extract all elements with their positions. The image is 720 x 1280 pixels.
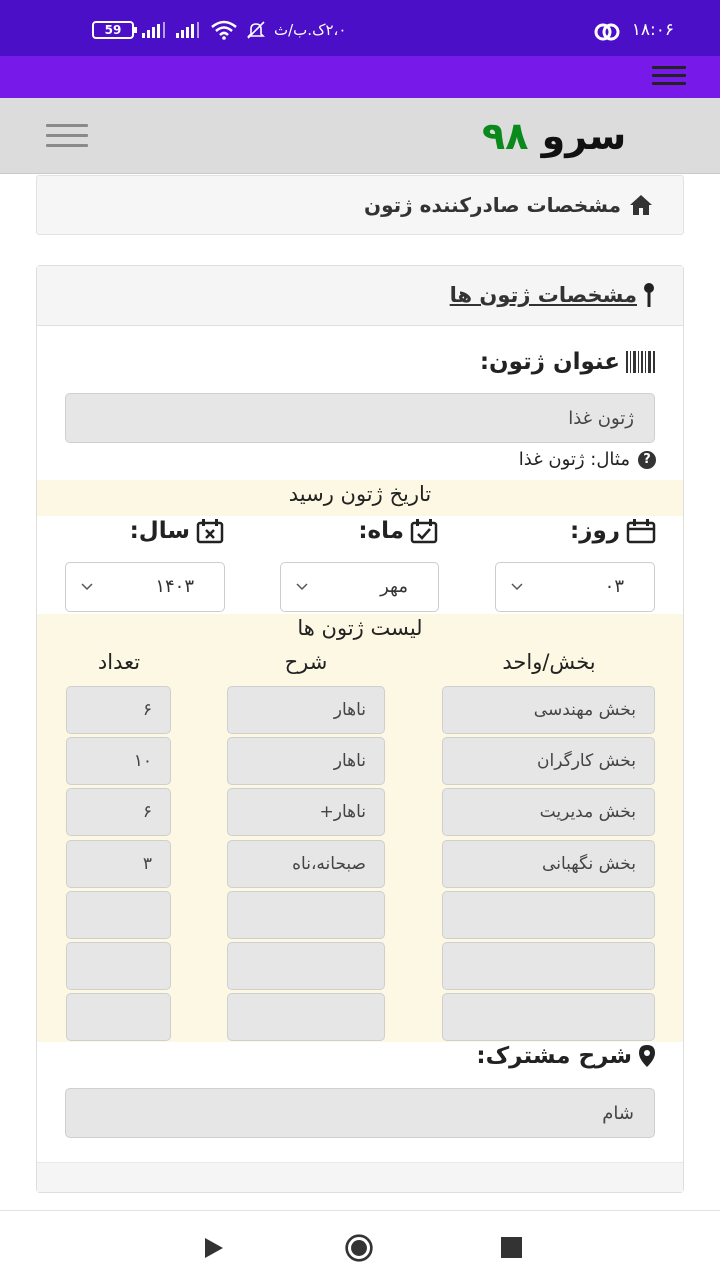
status-left	[92, 20, 346, 40]
wifi-icon	[210, 20, 238, 40]
column-header-description: شرح	[284, 650, 328, 674]
signal-icon	[142, 22, 168, 38]
battery-icon: 59	[92, 21, 134, 39]
unit-cell[interactable]	[442, 737, 655, 785]
count-cell[interactable]	[66, 942, 171, 990]
unit-cell[interactable]	[442, 788, 655, 836]
month-label	[358, 518, 438, 544]
map-marker-icon	[638, 1044, 656, 1068]
sync-icon	[593, 22, 621, 42]
count-cell-value: ۶	[142, 802, 152, 822]
description-cell[interactable]	[227, 686, 385, 734]
unit-cell[interactable]	[442, 891, 655, 939]
date-section	[37, 480, 683, 516]
home-icon	[629, 194, 653, 216]
column-header-unit: بخش/واحد	[502, 650, 596, 674]
column-header-count: تعداد	[97, 650, 141, 674]
unit-cell[interactable]	[442, 942, 655, 990]
brand-number: ۹۸	[482, 114, 529, 158]
count-cell[interactable]	[66, 840, 171, 888]
description-cell-value: ناهار	[333, 751, 366, 771]
help-icon: ?	[638, 451, 656, 469]
shared-description-label	[476, 1043, 656, 1069]
description-cell[interactable]	[227, 840, 385, 888]
day-label-text: روز:	[570, 518, 620, 544]
pin-icon	[643, 282, 655, 308]
description-cell[interactable]	[227, 737, 385, 785]
description-cell[interactable]	[227, 993, 385, 1041]
home-circle-icon[interactable]	[344, 1233, 374, 1263]
unit-cell-value: بخش نگهبانی	[542, 854, 636, 874]
breadcrumb-label: مشخصات صادرکننده ژتون	[364, 193, 621, 217]
count-cell[interactable]	[66, 737, 171, 785]
menu-icon[interactable]	[652, 66, 686, 88]
hamburger-menu-icon[interactable]	[46, 124, 88, 148]
unit-cell-value: بخش مهندسی	[533, 700, 636, 720]
shared-description-value: شام	[602, 1102, 634, 1124]
coupon-title-hint	[519, 449, 656, 470]
chevron-down-icon	[295, 579, 309, 593]
coupon-title-label	[480, 349, 656, 375]
calendar-times-icon	[196, 518, 224, 544]
back-icon[interactable]	[198, 1233, 228, 1263]
unit-cell-value: بخش کارگران	[537, 751, 636, 771]
chevron-down-icon	[510, 579, 524, 593]
description-cell-value: ناهار+	[319, 802, 366, 822]
panel-title[interactable]: مشخصات ژتون ها	[449, 283, 637, 307]
count-cell[interactable]	[66, 788, 171, 836]
description-cell[interactable]	[227, 942, 385, 990]
coupon-title-text: عنوان ژتون:	[479, 349, 620, 375]
description-cell[interactable]	[227, 788, 385, 836]
panel-footer	[37, 1162, 683, 1192]
count-cell[interactable]	[66, 891, 171, 939]
shared-description-input[interactable]	[65, 1088, 655, 1138]
count-cell-value: ۳	[142, 854, 152, 874]
date-section-title: تاریخ ژتون رسید	[288, 482, 432, 506]
count-cell[interactable]	[66, 686, 171, 734]
coupon-list-title: لیست ژتون ها	[297, 616, 423, 640]
description-cell[interactable]	[227, 891, 385, 939]
unit-cell[interactable]	[442, 993, 655, 1041]
month-label-text: ماه:	[358, 518, 404, 544]
panel-header	[37, 266, 683, 326]
month-select[interactable]	[280, 562, 439, 612]
coupon-title-input[interactable]	[65, 393, 655, 443]
app-header	[0, 98, 720, 174]
calendar-icon	[626, 518, 656, 544]
day-select-value: ۰۳	[604, 576, 624, 597]
hint-text: مثال: ژتون غذا	[518, 449, 630, 470]
calendar-check-icon	[410, 518, 438, 544]
day-select[interactable]	[495, 562, 655, 612]
description-cell-value: ناهار	[333, 700, 366, 720]
clock: ۱۸:۰۶	[631, 20, 674, 40]
data-speed-text: ۲،۰ک.ب/ث	[274, 21, 347, 39]
unit-cell[interactable]	[442, 686, 655, 734]
breadcrumb	[36, 175, 684, 235]
recents-icon[interactable]	[497, 1233, 527, 1263]
count-cell[interactable]	[66, 993, 171, 1041]
barcode-icon	[626, 351, 656, 373]
year-select-value: ۱۴۰۳	[155, 576, 194, 597]
brand-word: سرو	[541, 114, 627, 158]
coupon-title-value: ژتون غذا	[568, 407, 634, 429]
top-nav	[0, 56, 720, 98]
day-label	[570, 518, 656, 544]
count-cell-value: ۱۰	[133, 751, 152, 771]
month-select-value: مهر	[380, 576, 408, 597]
brand-logo[interactable]	[482, 114, 626, 158]
description-cell-value: صبحانه،ناه	[292, 854, 366, 874]
status-bar	[0, 0, 720, 56]
year-select[interactable]	[65, 562, 225, 612]
signal-icon	[176, 22, 202, 38]
unit-cell[interactable]	[442, 840, 655, 888]
shared-description-text: شرح مشترک:	[476, 1043, 632, 1069]
chevron-down-icon	[80, 579, 94, 593]
count-cell-value: ۶	[142, 700, 152, 720]
unit-cell-value: بخش مدیریت	[539, 802, 636, 822]
android-nav-bar	[0, 1210, 720, 1280]
year-label	[130, 518, 224, 544]
year-label-text: سال:	[129, 518, 190, 544]
mute-icon	[246, 20, 266, 40]
